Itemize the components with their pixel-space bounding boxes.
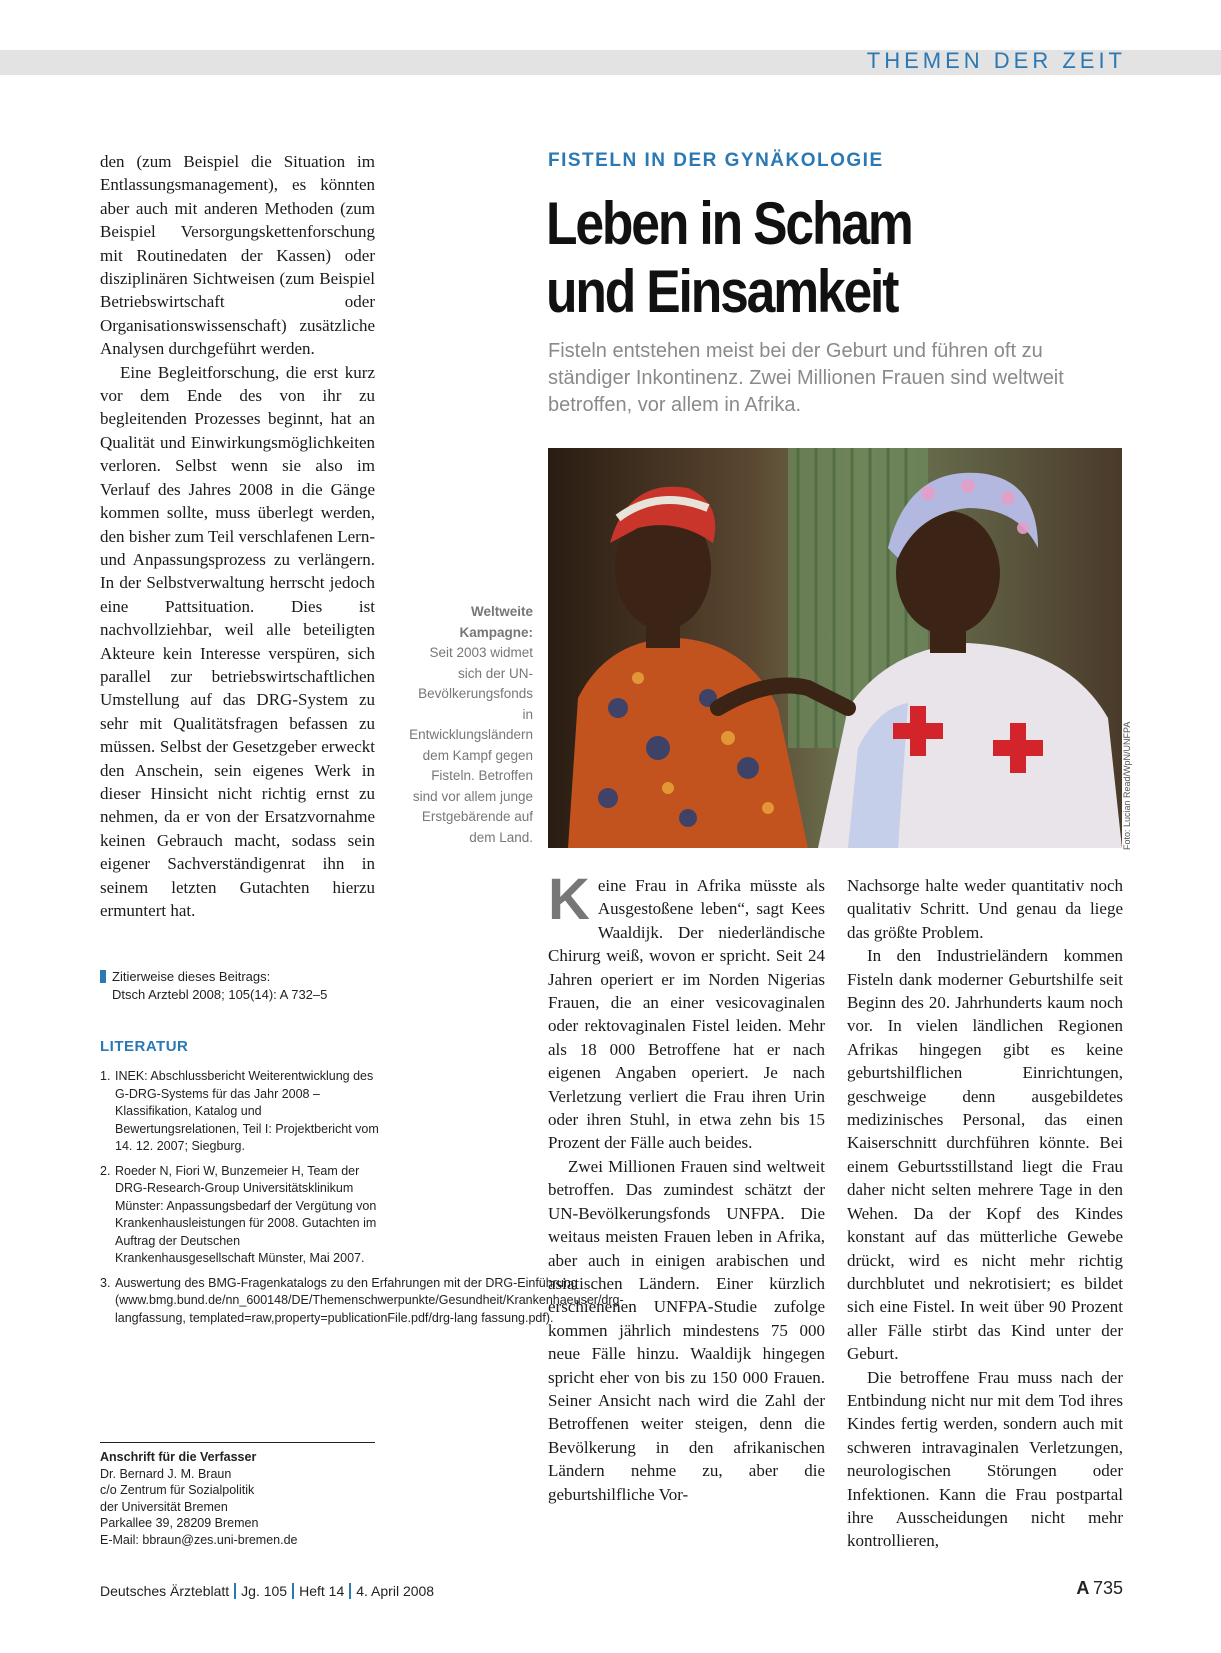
article-column-2 [847,874,1123,1553]
literature-item [100,1068,380,1156]
literature-number: 1. [100,1069,111,1083]
footer-separator [292,1583,294,1599]
drop-cap: K [548,867,590,932]
headline-line: und Einsamkeit [546,258,898,325]
caption-title: Weltweite Kampagne: [459,604,533,640]
literature-item [100,1275,624,1328]
photo-credit-text: Foto: Lucian Read/WpN/UNFPA [1122,721,1132,850]
footer-separator [234,1583,236,1599]
caption-text: Seit 2003 widmet sich der UN-Bevölkerungsfonds in Entwicklungsländern dem Kampf gegen Fisteln. Betroffen sind vor allem junge Erstgebärende auf dem Land. [409,645,533,845]
citation-marker [100,970,106,983]
literature-text: INEK: Abschlussbericht Weiterentwicklung des G-DRG-Systems für das Jahr 2008 – Klassifikation, Katalog und Bewertungsrelationen, Teil I: Projektbericht vom 14. 12. 2007; Siegburg. [115,1069,379,1153]
article-paragraph: Die betroffene Frau muss nach der Entbindung nicht nur mit dem Tod ihres Kindes fertig werden, sondern auch mit schweren intravaginalen Verletzungen, neurologischen Störungen oder Infektionen. Kann die Frau postpartal ihre Ausscheidungen nicht mehr kontrollieren, [847,1367,1123,1551]
left-paragraph: den (zum Beispiel die Situation im Entlassungsmanagement), es könnten aber auch mit anderen Methoden (zum Beispiel Versorgungskettenforschung mit Routinedaten der Kassen) oder disziplinären Sichtweisen (zum Beispiel Betriebswirtschaft oder Organisationswissenschaft) zusätzliche Analysen durchgeführt werden. [100,152,375,359]
article-headline [546,190,1045,326]
journal-issue: Heft 14 [299,1583,345,1599]
article-column-1 [548,867,825,1506]
article-lead-text: eine Frau in Afrika müsste als Ausgestoßene leben“, sagt Kees Waaldijk. Der niederländische Chirurg weiß, wovon er spricht. Seit 24 Jahren operiert er im Norden Nigerias Frauen, die an einer vesicovaginalen oder rektovaginalen Fistel leiden. Mehr als 18 000 Betroffene hat er nach eigenen Angaben operiert. Je nach Verletzung verliert die Frau ihren Urin oder ihren Stuhl, in etwa zehn bis 15 Prozent der Fälle auch beides. [548,876,825,1153]
address-title: Anschrift für die Verfasser [100,1450,257,1464]
journal-volume: Jg. 105 [241,1583,288,1599]
page-prefix: A [1076,1578,1090,1598]
headline-line: Leben in Scham [546,190,912,257]
page-number-value: 735 [1092,1578,1123,1598]
address-line: der Universität Bremen [100,1499,228,1514]
address-email[interactable]: E-Mail: bbraun@zes.uni-bremen.de [100,1532,298,1547]
article-paragraph: In den Industrieländern kommen Fisteln dank moderner Geburtshilfe seit Beginn des 20. Jahrhunderts kaum noch vor. In vielen ländlichen Regionen Afrikas hingegen gibt es keine geburtshilflichen Einrichtungen, geschweige denn ausgebildetes medizinisches Personal, das einen Kaiserschnitt durchführen könnte. Bei einem Geburtsstillstand liegt die Frau daher nicht selten mehrere Tage in den Wehen. Da der Kopf des Kindes konstant auf das mütterliche Gewebe drückt, wird es nicht mehr richtig durchblutet und nekrotisiert; es bildet sich eine Fistel. In weit über 90 Prozent aller Fälle stirbt das Kind unter der Geburt. [847,946,1123,1364]
citation [100,968,375,1004]
author-address [100,1442,375,1548]
literature-list [100,1068,624,1334]
literature-text: Auswertung des BMG-Fragenkatalogs zu den Erfahrungen mit der DRG-Einführung (www.bmg.bund.de/nn_600148/DE/Themenschwerpunkte/Gesundheit/Krankenhaeuser/drg-langfassung, templated=raw,property=publicationFile.pdf/drg-lang fassung.pdf). [115,1275,624,1325]
left-paragraph: Eine Begleitforschung, die erst kurz vor dem Ende des von ihr zu begleitenden Prozesses beginnt, hat an Qualität und Einwirkungsmöglichkeiten verloren. Selbst wenn sie also im Verlauf des Jahres 2008 in die Gänge kommen sollte, muss überlegt werden, den bisher zum Teil verschlafenen Lern- und Anpassungsprozess zu verlängern. In der Selbstverwaltung herrscht jedoch eine Pattsituation. Dies ist nachvollziehbar, weil alle beteiligten Akteure kein Interesse verspüren, sich parallel zur betriebswirtschaftlichen Umstellung auf das DRG-System zu sehr mit Qualitätsfragen befassen zu müssen. Selbst der Gesetzgeber erweckt den Anschein, sein eigenes Werk in dieser Hinsicht nicht richtig ernst zu nehmen, da er von der Ersatzvornahme keinen Gebrauch macht, sodass sein eigener Sachverständigenrat ihn in seinem letzten Gutachten hierzu ermuntert hat. [100,362,375,920]
photo-credit [1122,721,1136,850]
journal-date: 4. April 2008 [356,1583,435,1599]
literature-text: Roeder N, Fiori W, Bunzemeier H, Team der DRG-Research-Group Universitätsklinikum Münster: Anpassungsbedarf der Vergütung von Krankenhausleistungen für 2008. Gutachten im Auftrag der Deutschen Krankenhausgesellschaft Münster, Mai 2007. [115,1163,377,1265]
article-paragraph [548,867,825,1155]
literature-title: LITERATUR [100,1038,189,1055]
section-label: THEMEN DER ZEIT [866,48,1126,73]
article-photo [548,448,1122,848]
footer-separator [349,1583,351,1599]
article-paragraph: Nachsorge halte weder quantitativ noch qualitativ Schritt. Und genau da liege das größte Problem. [847,876,1123,942]
article-paragraph: Zwei Millionen Frauen sind weltweit betroffen. Das zumindest schätzt der UN-Bevölkerungsfonds UNFPA. Die weitaus meisten Frauen leben in Afrika, aber auch in einigen arabischen und asiatischen Ländern. Einer kürzlich erschienenen UNFPA-Studie zufolge kommen jährlich mindestens 75 000 neue Fälle hinzu. Waaldijk hingegen spricht eher von bis zu 150 000 Frauen. Seiner Ansicht nach wird die Zahl der Betroffenen weiter steigen, denn die Bevölkerung in den afrikanischen Ländern nehme zu, aber die geburtshilfliche Vor- [548,1156,825,1504]
photo-illustration [548,448,1122,848]
journal-name: Deutsches Ärzteblatt [100,1583,230,1599]
footer-journal-info [100,1583,434,1599]
literature-item [100,1163,380,1268]
article-kicker: FISTELN IN DER GYNÄKOLOGIE [548,150,884,171]
citation-label: Zitierweise dieses Beitrags: [112,969,271,984]
address-line: Parkallee 39, 28209 Bremen [100,1516,259,1530]
literature-number: 3. [100,1275,111,1290]
page-number [1076,1578,1123,1599]
citation-value: Dtsch Arztebl 2008; 105(14): A 732–5 [112,987,328,1002]
address-line: Dr. Bernard J. M. Braun [100,1466,232,1481]
left-column [100,150,375,922]
address-line: c/o Zentrum für Sozialpolitik [100,1483,255,1497]
article-dek: Fisteln entstehen meist bei der Geburt und führen oft zu ständiger Inkontinenz. Zwei Millionen Frauen sind weltweit betroffen, vor allem in Afrika. [548,340,1064,416]
photo-caption [405,602,533,848]
literature-number: 2. [100,1163,111,1178]
